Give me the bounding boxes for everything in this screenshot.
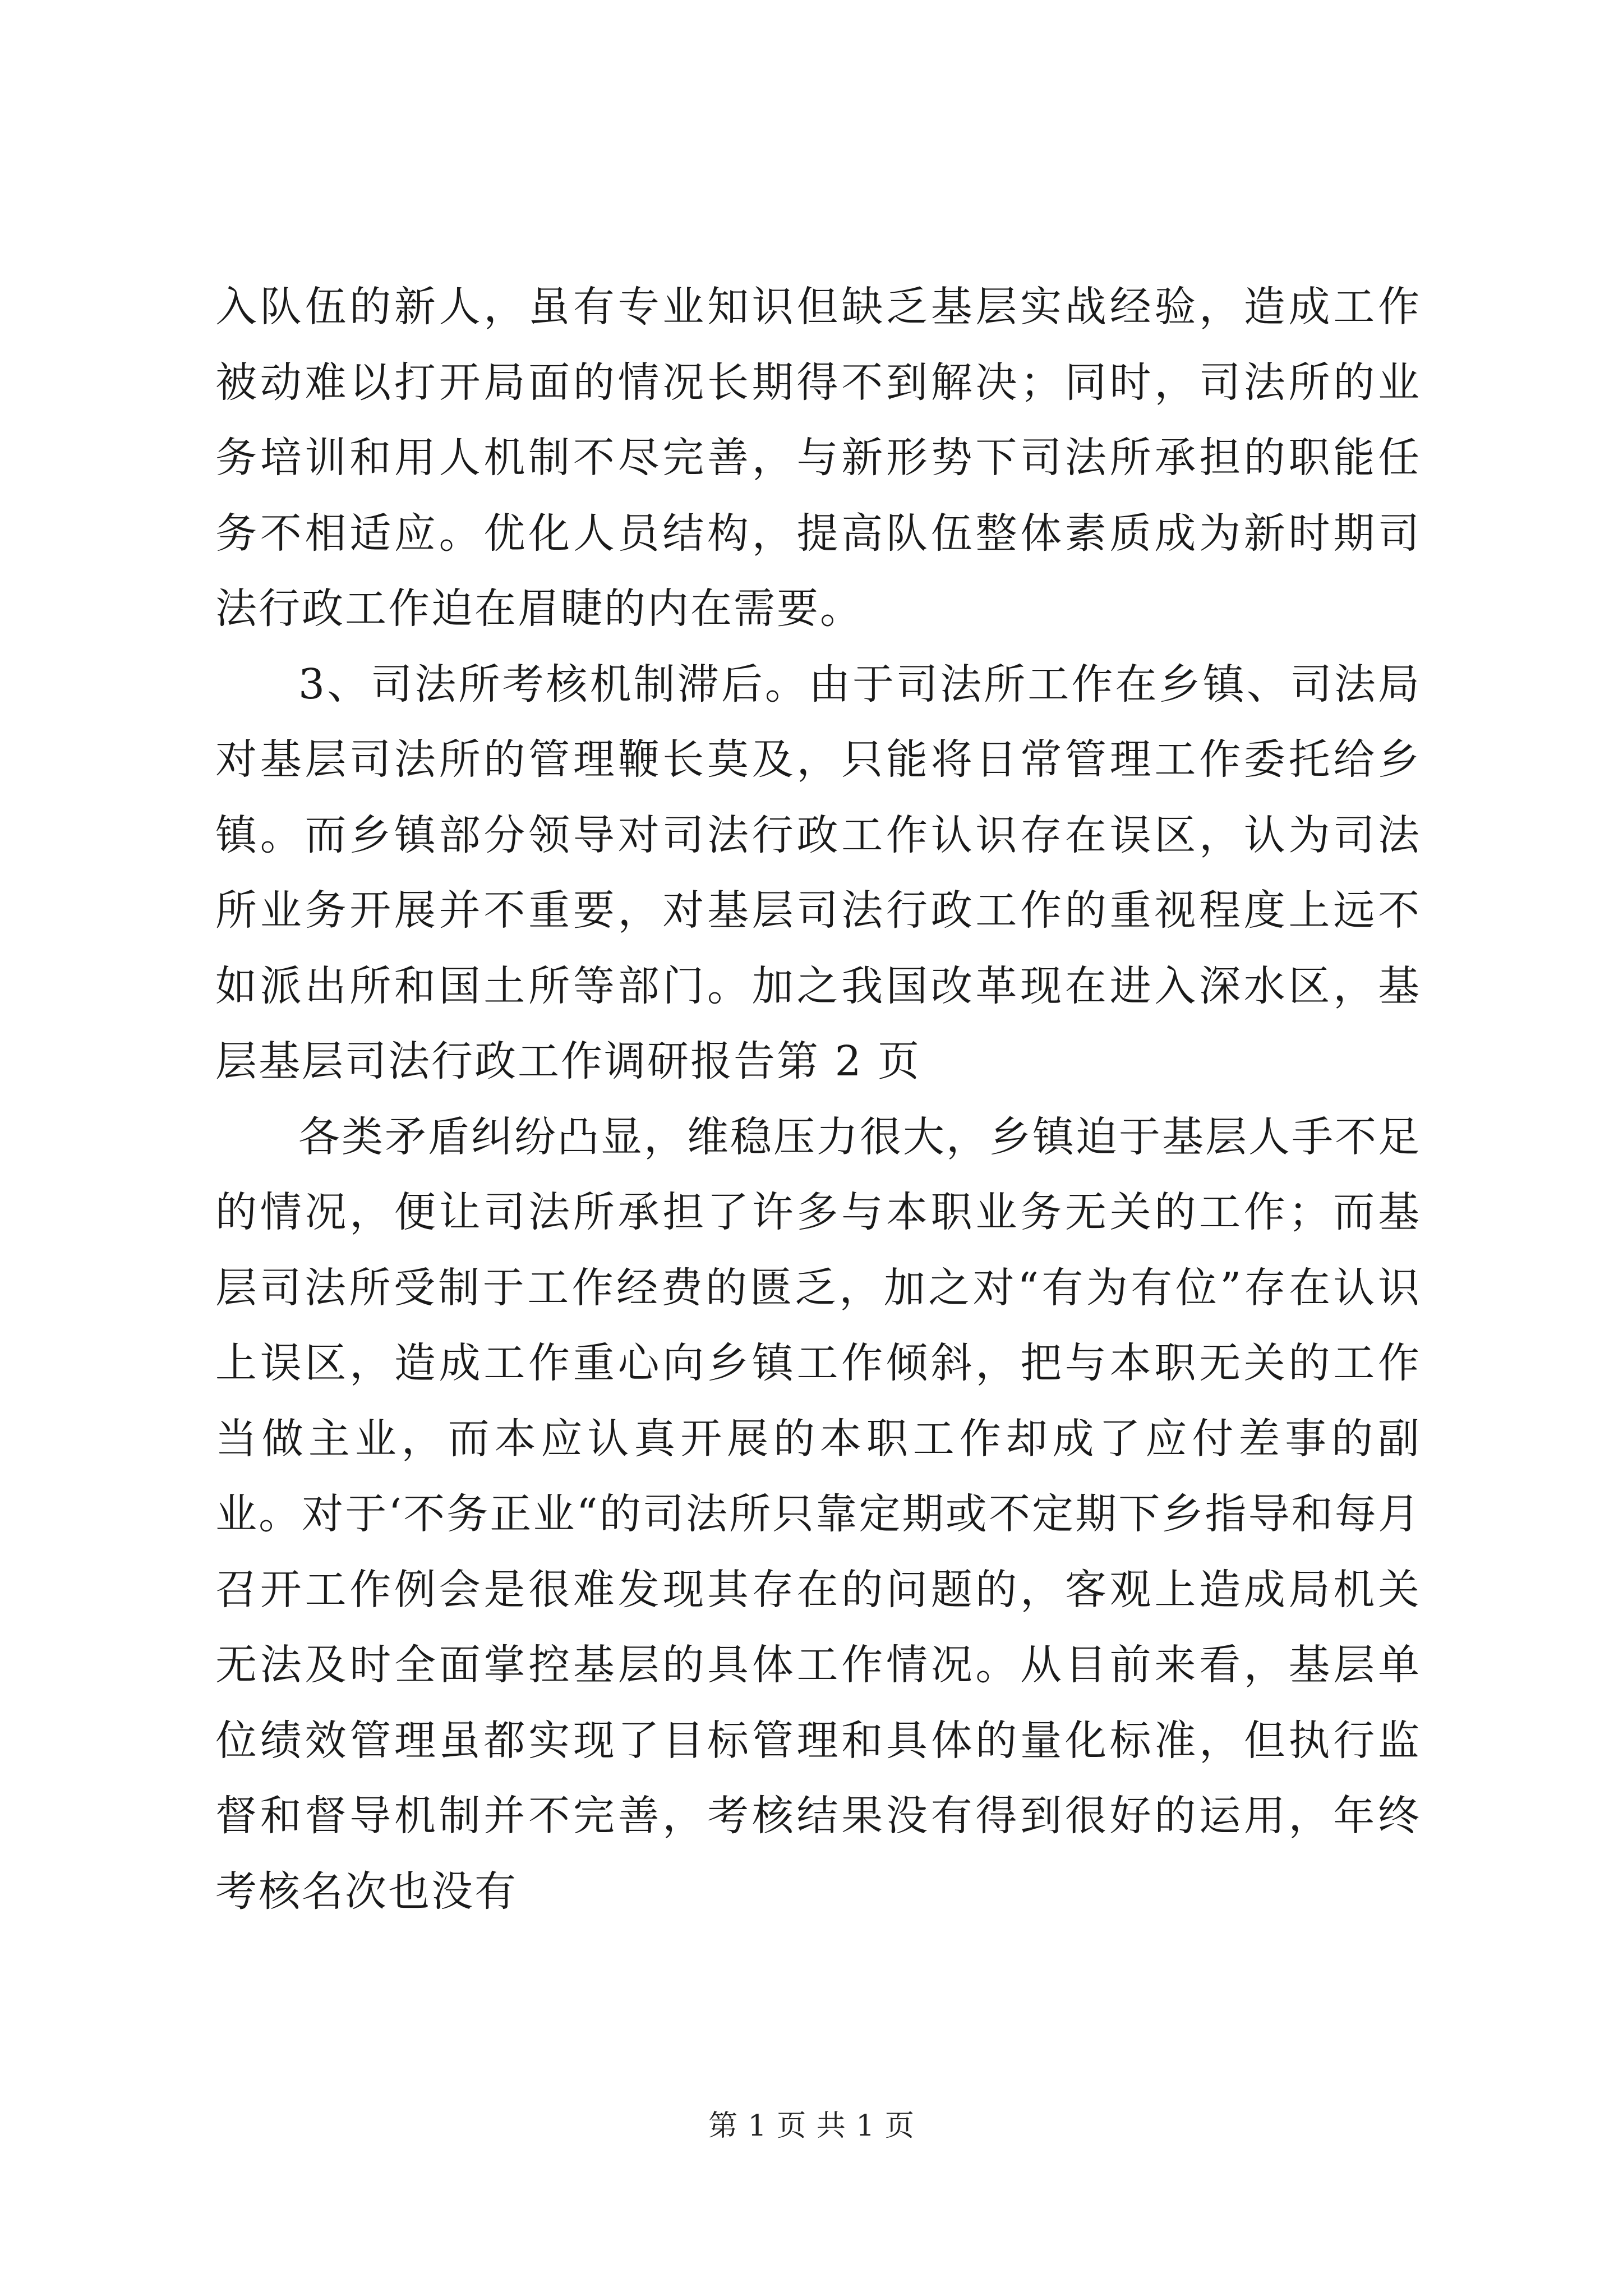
page-footer: 第 1 页 共 1 页 bbox=[708, 2109, 915, 2143]
paragraph-2: 3、司法所考核机制滞后。由于司法所工作在乡镇、司法局对基层司法所的管理鞭长莫及，只能将日常管理工作委托给乡镇。而乡镇部分领导对司法行政工作认识存在误区，认为司法所业务开展并不重要，对基层司法行政工作的重视程度上远不如派出所和国土所等部门。加之我国改革现在进入深水区，基层基层司法行政工作调研报告第 2 页 bbox=[215, 660, 1421, 1085]
paragraph-3: 各类矛盾纠纷凸显，维稳压力很大，乡镇迫于基层人手不足的情况，便让司法所承担了许多与本职业务无关的工作；而基层司法所受制于工作经费的匮乏，加之对“有为有位”存在认识上误区，造成工作重心向乡镇工作倾斜，把与本职无关的工作当做主业，而本应认真开展的本职工作却成了应付差事的副业。对于‘不务正业“的司法所只靠定期或不定期下乡指导和每月召开工作例会是很难发现其存在的问题的，客观上造成局机关无法及时全面掌控基层的具体工作情况。从目前来看，基层单位绩效管理虽都实现了目标管理和具体的量化标准，但执行监督和督导机制并不完善，考核结果没有得到很好的运用，年终考核名次也没有 bbox=[215, 1112, 1421, 1916]
document-body bbox=[215, 269, 1421, 1929]
paragraph-1: 入队伍的新人，虽有专业知识但缺乏基层实战经验，造成工作被动难以打开局面的情况长期得不到解决；同时，司法所的业务培训和用人机制不尽完善，与新形势下司法所承担的职能任务不相适应。优化人员结构，提高队伍整体素质成为新时期司法行政工作迫在眉睫的内在需要。 bbox=[215, 283, 1421, 633]
